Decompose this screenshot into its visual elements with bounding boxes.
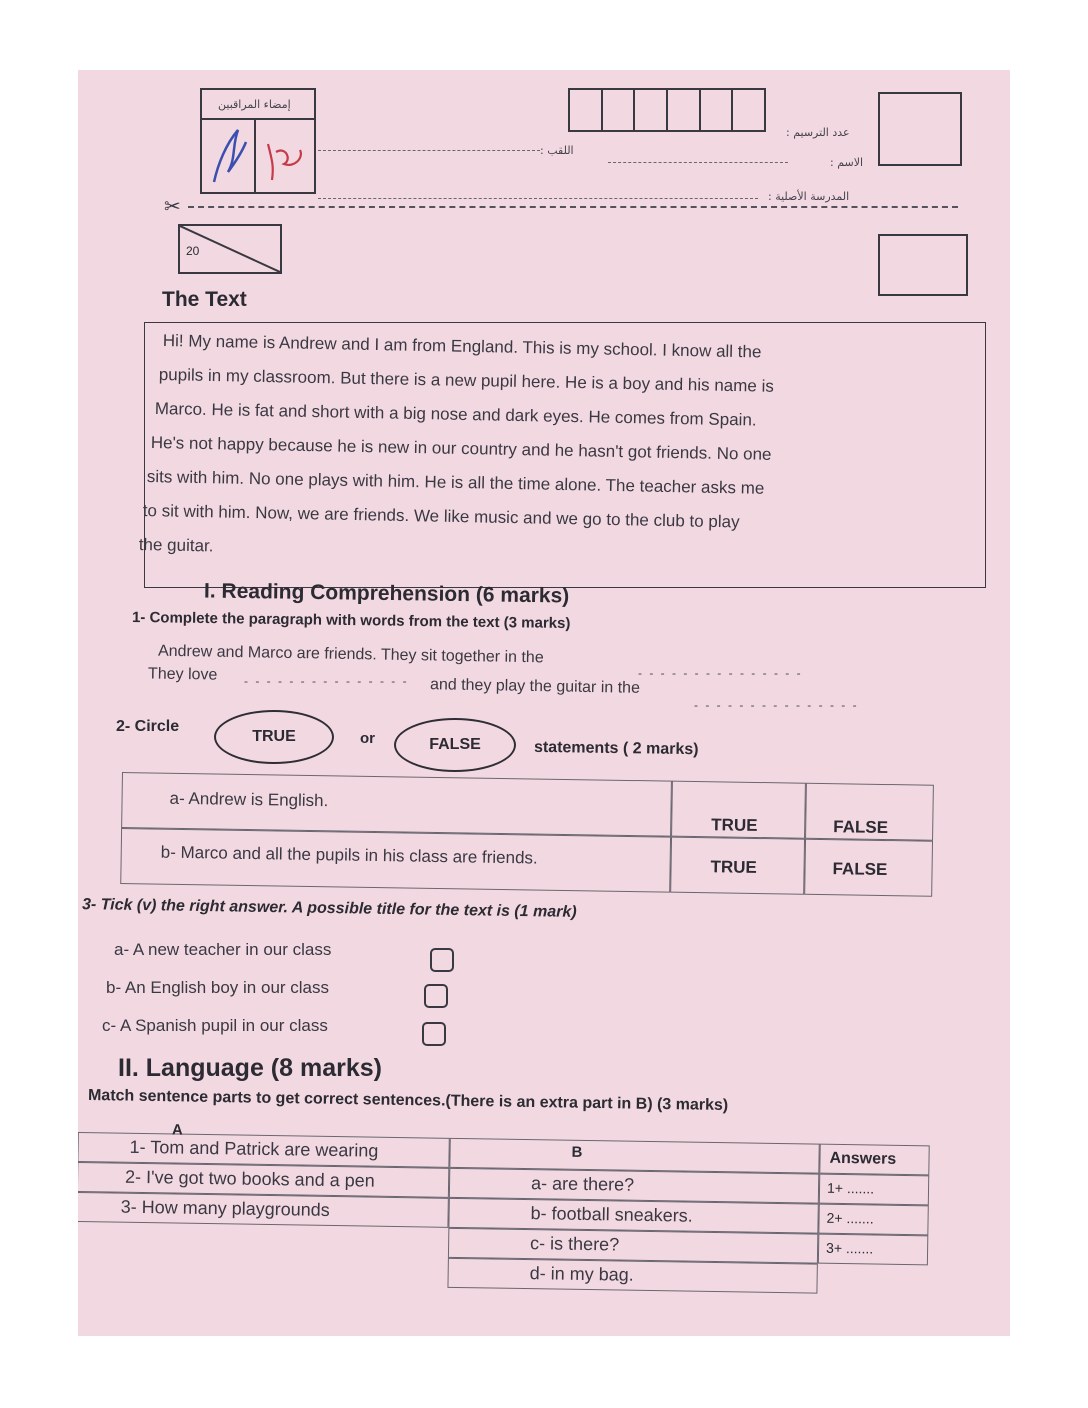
answer-1[interactable]: 1+ .......	[826, 1179, 875, 1197]
q3-option-b: b- An English boy in our class	[106, 978, 330, 997]
b-item-a: a- are there?	[530, 1173, 635, 1195]
registration-number-label: عدد الترسيم :	[786, 126, 850, 139]
signature-blue	[208, 124, 252, 188]
signature-red	[260, 130, 310, 186]
cut-line	[188, 206, 958, 208]
invigilator-signature-label: إمضاء المراقبين	[218, 98, 291, 111]
registration-number-boxes[interactable]	[568, 88, 766, 132]
reading-text-line: pupils in my classroom. But there is a new pupil here. He is a boy and his name is	[158, 365, 775, 396]
q2-suffix: statements ( 2 marks)	[533, 738, 699, 759]
q3-option-a: a- A new teacher in our class	[114, 940, 332, 959]
reading-text-box	[138, 322, 986, 588]
score-total: 20	[186, 244, 200, 258]
school-label: المدرسة الأصلية :	[768, 190, 850, 203]
reading-text-line: He's not happy because he is new in our country and he hasn't got friends. No one	[150, 433, 772, 464]
q1-line2b: and they play the guitar in the	[429, 676, 641, 697]
q1-line2a: They love	[147, 665, 218, 684]
part1-heading: I. Reading Comprehension (6 marks)	[203, 579, 570, 608]
scissors-icon: ✂	[164, 196, 181, 218]
or-label: or	[360, 730, 375, 747]
school-line[interactable]	[318, 198, 758, 199]
invigilator-signature-box	[200, 88, 316, 194]
q3-checkbox-c[interactable]	[422, 1022, 446, 1046]
text-title: The Text	[162, 288, 247, 311]
statement-b-true[interactable]: TRUE	[710, 857, 758, 877]
reading-text-line: the guitar.	[138, 535, 214, 556]
answer-3[interactable]: 3+ .......	[825, 1239, 874, 1257]
q3-checkbox-b[interactable]	[424, 984, 448, 1008]
score-box	[178, 224, 282, 274]
statement-b: b- Marco and all the pupils in his class are friends.	[160, 842, 538, 868]
part2-instruction: Match sentence parts to get correct sentences.(There is an extra part in B) (3 marks)	[87, 1086, 729, 1115]
reading-text-line: to sit with him. Now, we are friends. We like music and we go to the club to play	[142, 501, 740, 532]
q1-instruction: 1- Complete the paragraph with words from the text (3 marks)	[131, 608, 571, 633]
q1-line1: Andrew and Marco are friends. They sit together in the	[157, 642, 544, 667]
statement-a-false[interactable]: FALSE	[833, 817, 889, 838]
statement-a-true[interactable]: TRUE	[711, 815, 758, 835]
col-b-header: B	[571, 1143, 583, 1161]
q1-blank-1[interactable]: - - - - - - - - - - - - - - -	[638, 666, 803, 680]
col-a-header: A	[171, 1121, 183, 1139]
true-false-table	[120, 772, 934, 899]
b-item-c: c- is there?	[529, 1233, 620, 1255]
mark-box-right	[878, 234, 968, 296]
q2-prefix: 2- Circle	[116, 718, 180, 735]
part2-heading: II. Language (8 marks)	[118, 1054, 382, 1082]
q3-checkbox-a[interactable]	[430, 948, 454, 972]
b-item-d: d- in my bag.	[529, 1263, 634, 1285]
false-oval: FALSE	[394, 718, 516, 772]
a-item-2: 2- I've got two books and a pen	[124, 1166, 375, 1191]
q3-instruction: 3- Tick (v) the right answer. A possible title for the text is (1 mark)	[81, 896, 577, 921]
reading-text-line: Hi! My name is Andrew and I am from England. This is my school. I know all the	[162, 331, 762, 362]
matching-table	[78, 1122, 958, 1336]
answer-2[interactable]: 2+ .......	[826, 1209, 874, 1227]
surname-label: اللقب :	[540, 144, 574, 157]
statement-b-false[interactable]: FALSE	[832, 859, 888, 880]
surname-line[interactable]	[318, 150, 540, 151]
statement-a: a- Andrew is English.	[169, 788, 329, 811]
true-oval: TRUE	[214, 710, 334, 764]
b-item-b: b- football sneakers.	[530, 1203, 693, 1226]
q1-blank-2[interactable]: - - - - - - - - - - - - - - -	[244, 674, 409, 688]
a-item-1: 1- Tom and Patrick are wearing	[129, 1136, 379, 1161]
photo-box-top	[878, 92, 962, 166]
name-label: الاسم :	[830, 156, 864, 169]
name-line[interactable]	[608, 162, 788, 163]
q1-blank-3[interactable]: - - - - - - - - - - - - - - -	[694, 698, 859, 712]
reading-text-line: sits with him. No one plays with him. He is all the time alone. The teacher asks me	[146, 467, 765, 498]
q3-option-c: c- A Spanish pupil in our class	[102, 1016, 328, 1035]
a-item-3: 3- How many playgrounds	[120, 1196, 330, 1220]
answers-header: Answers	[829, 1149, 897, 1168]
reading-text-line: Marco. He is fat and short with a big nose and dark eyes. He comes from Spain.	[154, 399, 757, 430]
exam-paper	[78, 70, 1010, 1336]
